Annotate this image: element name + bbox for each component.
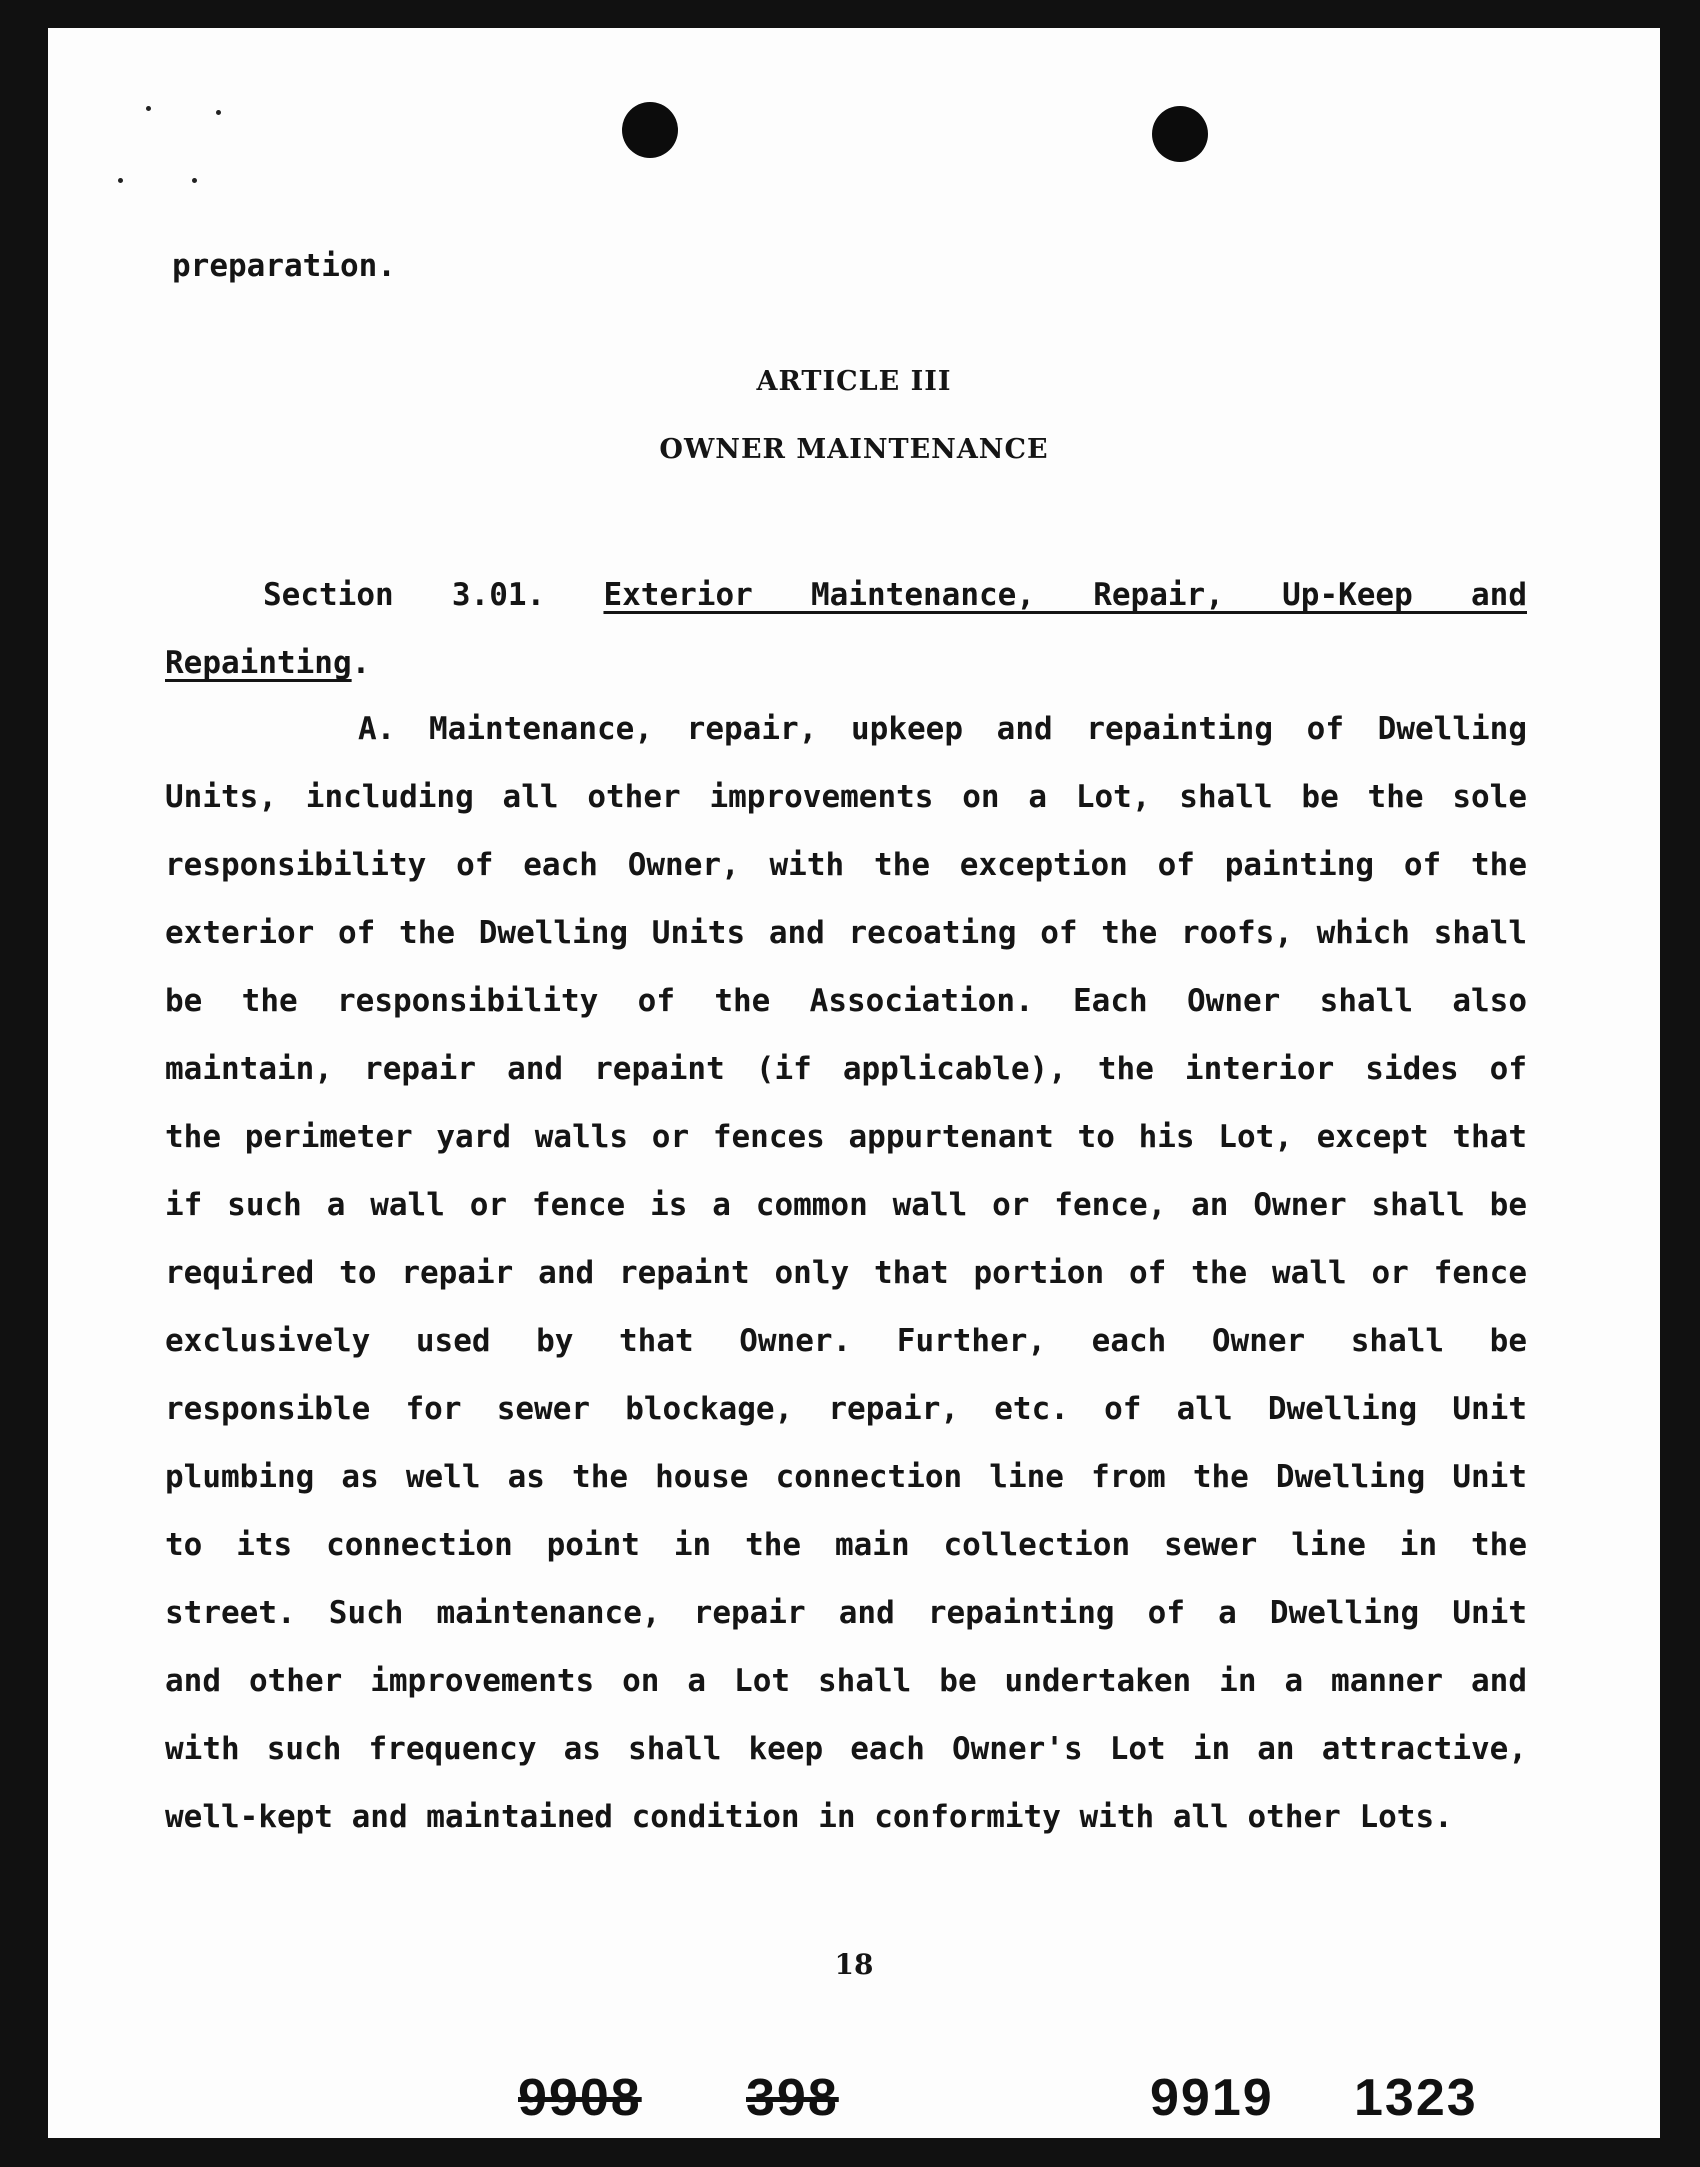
section-label: Section 3.01. [263,577,546,613]
scan-speck [216,110,221,115]
article-title: OWNER MAINTENANCE [659,434,1049,465]
paragraph-line: exclusively used by that Owner. Further, each Owner shall be [165,1323,1527,1359]
paragraph-line: with such frequency as shall keep each Owner's Lot in an attractive, [165,1731,1527,1767]
paragraph-line: well-kept and maintained condition in conformity with all other Lots. [165,1799,1453,1835]
scan-speck [192,178,197,183]
paragraph-line: maintain, repair and repaint (if applicable), the interior sides of [165,1051,1527,1087]
scan-speck [146,106,151,111]
scan-speck [118,178,123,183]
article-number: ARTICLE III [756,366,952,397]
paragraph-line: responsibility of each Owner, with the exception of painting of the [165,847,1527,883]
section-title-part1: Exterior Maintenance, Repair, Up-Keep and [603,577,1527,613]
paragraph-line: A. Maintenance, repair, upkeep and repainting of Dwelling [358,711,1527,747]
paragraph-line: exterior of the Dwelling Units and recoating of the roofs, which shall [165,915,1527,951]
struck-recording-page: 398 [746,2069,839,2127]
paragraph-line: and other improvements on a Lot shall be undertaken in a manner and [165,1663,1527,1699]
struck-recording-number: 9908 [518,2069,642,2127]
section-heading-line-2 [165,642,1527,684]
paragraph-line: street. Such maintenance, repair and repainting of a Dwelling Unit [165,1595,1527,1631]
paragraph-line: to its connection point in the main collection sewer line in the [165,1527,1527,1563]
paragraph-line: if such a wall or fence is a common wall or fence, an Owner shall be [165,1187,1527,1223]
recording-book-number: 9919 [1150,2069,1274,2127]
page-number: 18 [834,1948,874,1981]
paragraph-line: plumbing as well as the house connection line from the Dwelling Unit [165,1459,1527,1495]
paragraph-line: be the responsibility of the Association. Each Owner shall also [165,983,1527,1019]
paragraph-line: responsible for sewer blockage, repair, etc. of all Dwelling Unit [165,1391,1527,1427]
document-page [48,28,1660,2138]
punch-hole-left [622,102,678,158]
paragraph-line: Units, including all other improvements on a Lot, shall be the sole [165,779,1527,815]
section-title-end: . [351,645,371,681]
paragraph-line: the perimeter yard walls or fences appurtenant to his Lot, except that [165,1119,1527,1155]
section-title-part2: Repainting [165,645,352,681]
punch-hole-right [1152,106,1208,162]
section-heading-line [165,574,1527,616]
continuation-text: preparation. [172,248,396,284]
recording-page-number: 1323 [1354,2069,1478,2127]
paragraph-line: required to repair and repaint only that portion of the wall or fence [165,1255,1527,1291]
